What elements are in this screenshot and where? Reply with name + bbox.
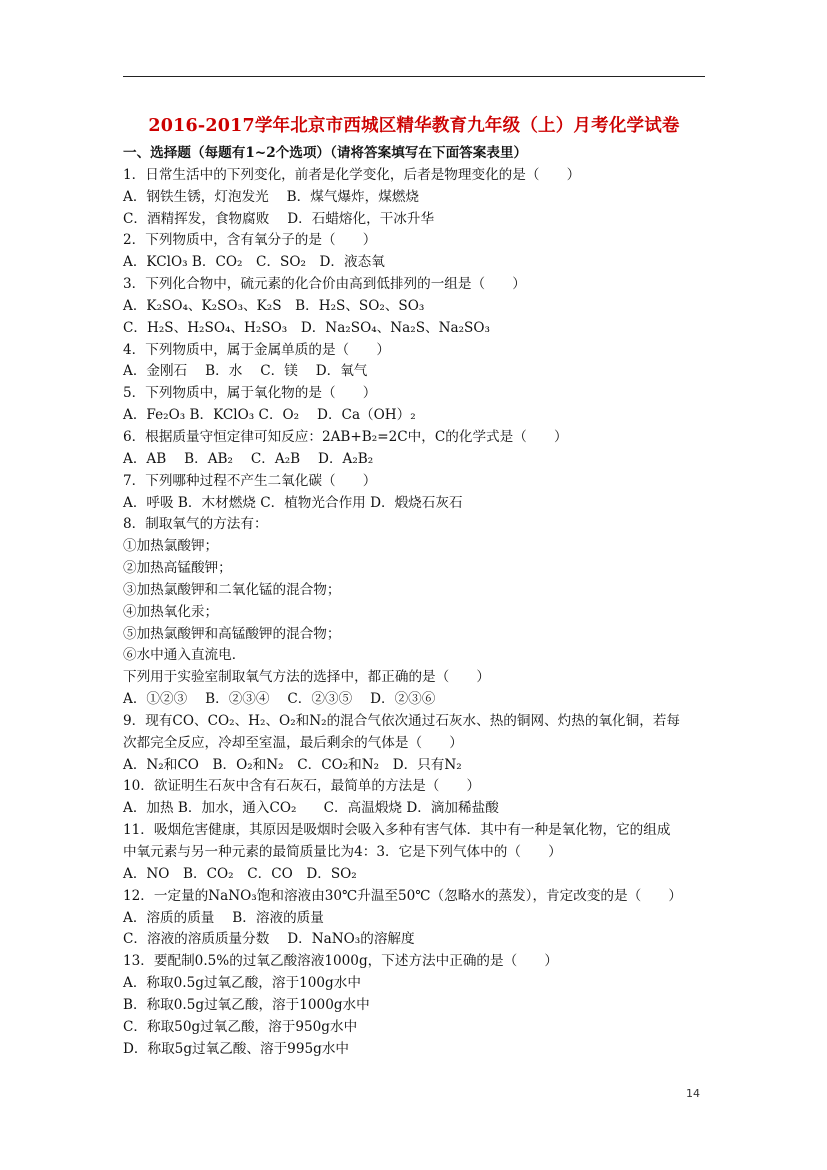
header-rule <box>123 76 705 77</box>
question-8-method-3: ③加热氯酸钾和二氧化锰的混合物； <box>123 581 341 598</box>
question-3-options-ab: A．K₂SO₄、K₂SO₃、K₂S B．H₂S、SO₂、SO₃ <box>123 297 425 314</box>
question-2-options: A．KClO₃ B．CO₂ C．SO₂ D．液态氧 <box>123 254 385 271</box>
question-3-options-cd: C．H₂S、H₂SO₄、H₂SO₃ D．Na₂SO₄、Na₂S、Na₂SO₃ <box>123 319 490 336</box>
question-1-stem: 1．日常生活中的下列变化，前者是化学变化，后者是物理变化的是（ ） <box>123 166 581 183</box>
page-title: 2016-2017学年北京市西城区精华教育九年级（上）月考化学试卷 <box>148 116 680 136</box>
question-13-stem: 13．要配制0.5%的过氧乙酸溶液1000g，下述方法中正确的是（ ） <box>123 953 558 970</box>
question-9-stem-cont: 次都完全反应，冷却至室温，最后剩余的气体是（ ） <box>123 734 463 751</box>
question-1-options-cd: C．酒精挥发，食物腐败 D．石蜡熔化，干冰升华 <box>123 210 435 227</box>
question-9-options: A．N₂和CO B．O₂和N₂ C．CO₂和N₂ D．只有N₂ <box>123 756 462 773</box>
question-12-stem: 12．一定量的NaNO₃饱和溶液由30℃升温至50℃（忽略水的蒸发），肯定改变的是（ ） <box>123 887 682 904</box>
question-8-method-2: ②加热高锰酸钾； <box>123 560 232 577</box>
question-1-options-ab: A．钢铁生锈，灯泡发光 B．煤气爆炸，煤燃烧 <box>123 188 420 205</box>
question-2-stem: 2．下列物质中，含有氧分子的是（ ） <box>123 232 377 249</box>
question-11-options: A．NO B．CO₂ C．CO D．SO₂ <box>123 865 357 882</box>
question-13-option-b: B．称取0.5g过氧乙酸，溶于1000g水中 <box>123 996 370 1013</box>
exam-content <box>123 143 713 1060</box>
question-11-stem-cont: 中氧元素与另一种元素的最简质量比为4：3．它是下列气体中的（ ） <box>123 844 562 860</box>
question-4-options: A．金刚石 B．水 C．镁 D．氧气 <box>123 363 368 380</box>
question-8-method-6: ⑥水中通入直流电． <box>123 647 246 664</box>
question-8-stem: 8．制取氧气的方法有： <box>123 516 268 533</box>
section-heading: 一、选择题（每题有1~2个选项）（请将答案填写在下面答案表里） <box>123 145 528 161</box>
question-8-method-5: ⑤加热氯酸钾和高锰酸钾的混合物； <box>123 625 341 642</box>
question-4-stem: 4．下列物质中，属于金属单质的是（ ） <box>123 341 390 358</box>
question-6-stem: 6．根据质量守恒定律可知反应：2AB+B₂=2C中，C的化学式是（ ） <box>123 428 568 445</box>
question-7-options: A．呼吸 B．木材燃烧 C．植物光合作用 D．煅烧石灰石 <box>123 494 463 511</box>
question-8-prompt: 下列用于实验室制取氧气方法的选择中，都正确的是（ ） <box>123 669 491 686</box>
question-13-option-c: C．称取50g过氧乙酸，溶于950g水中 <box>123 1018 358 1035</box>
question-10-options: A．加热 B．加水，通入CO₂ C．高温煅烧 D．滴加稀盐酸 <box>123 800 499 817</box>
question-11-stem: 11．吸烟危害健康，其原因是吸烟时会吸入多种有害气体．其中有一种是氧化物，它的组成 <box>123 822 671 839</box>
question-5-options: A．Fe₂O₃ B．KClO₃ C．O₂ D．Ca（OH）₂ <box>123 407 416 424</box>
question-10-stem: 10．欲证明生石灰中含有石灰石，最简单的方法是（ ） <box>123 778 481 795</box>
question-12-options-cd: C．溶液的溶质质量分数 D．NaNO₃的溶解度 <box>123 931 415 948</box>
question-3-stem: 3．下列化合物中，硫元素的化合价由高到低排列的一组是（ ） <box>123 276 526 293</box>
question-8-options: A．①②③ B．②③④ C．②③⑤ D．②③⑥ <box>123 691 436 708</box>
question-13-option-d: D．称取5g过氧乙酸、溶于995g水中 <box>123 1040 350 1057</box>
question-7-stem: 7．下列哪种过程不产生二氧化碳（ ） <box>123 472 377 489</box>
question-6-options: A．AB B．AB₂ C．A₂B D．A₂B₂ <box>123 450 374 467</box>
question-12-options-ab: A．溶质的质量 B．溶液的质量 <box>123 909 324 926</box>
question-5-stem: 5．下列物质中，属于氧化物的是（ ） <box>123 385 377 402</box>
question-8-method-4: ④加热氧化汞； <box>123 603 219 620</box>
question-8-method-1: ①加热氯酸钾； <box>123 538 219 555</box>
question-13-option-a: A．称取0.5g过氧乙酸，溶于100g水中 <box>123 975 361 992</box>
page-number: 14 <box>686 1087 700 1100</box>
question-9-stem: 9．现有CO、CO₂、H₂、O₂和N₂的混合气依次通过石灰水、热的铜网、灼热的氧化铜，若每 <box>123 712 681 729</box>
